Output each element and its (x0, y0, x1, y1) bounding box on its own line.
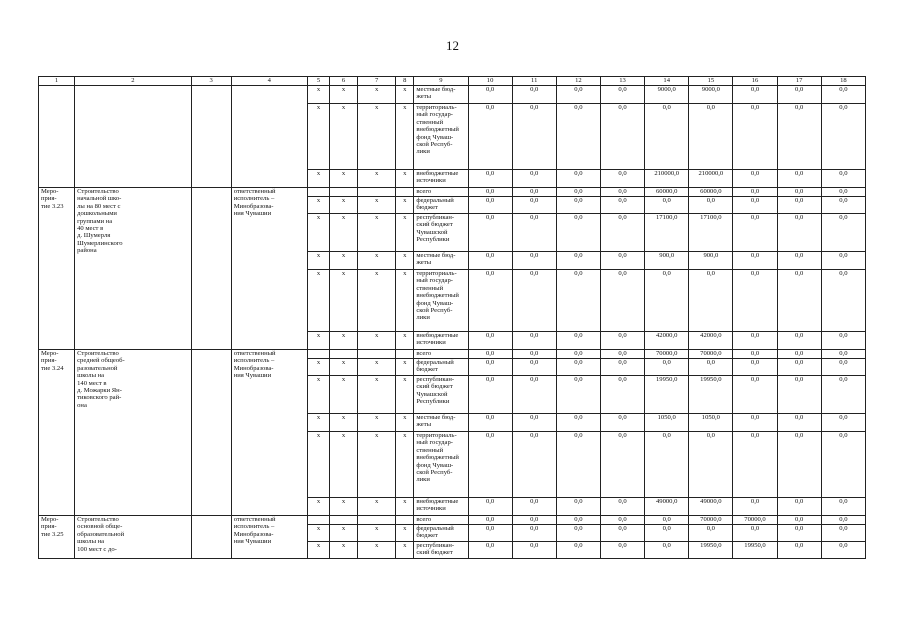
column-number: 15 (689, 77, 733, 86)
amount-cell: 0,0 (468, 170, 512, 188)
funding-source-cell: территориаль- ный государ- ственный внебюджетный фонд Чуваш- ской Респуб- лики (414, 270, 468, 332)
x-mark-cell: x (358, 498, 396, 516)
x-mark-cell: x (330, 432, 358, 498)
funding-source-cell: местные бюд- жеты (414, 414, 468, 432)
x-mark-cell (358, 516, 396, 525)
event-name-cell: Строительство основной обще- образовательной школы на 100 мест с до- (75, 516, 191, 559)
x-mark-cell: x (330, 376, 358, 414)
event-name-cell: Строительство начальной шко- лы на 80 мест с дошкольными группами на 40 мест в д. Шумерля Шумерлинского района (75, 188, 191, 350)
amount-cell: 0,0 (512, 104, 556, 170)
amount-cell: 0,0 (556, 350, 600, 359)
amount-cell: 0,0 (689, 197, 733, 214)
amount-cell: 0,0 (821, 498, 865, 516)
x-mark-cell: x (330, 525, 358, 542)
column-number: 1 (39, 77, 75, 86)
x-mark-cell: x (358, 359, 396, 376)
amount-cell: 0,0 (600, 350, 644, 359)
x-mark-cell (330, 188, 358, 197)
column-number: 5 (307, 77, 329, 86)
x-mark-cell: x (358, 104, 396, 170)
x-mark-cell: x (307, 252, 329, 270)
x-mark-cell (307, 516, 329, 525)
x-mark-cell: x (307, 498, 329, 516)
amount-cell: 0,0 (468, 332, 512, 350)
amount-cell: 0,0 (821, 516, 865, 525)
amount-cell: 0,0 (556, 188, 600, 197)
amount-cell: 900,0 (689, 252, 733, 270)
x-mark-cell: x (307, 525, 329, 542)
amount-cell: 0,0 (556, 104, 600, 170)
amount-cell: 0,0 (556, 86, 600, 104)
amount-cell: 0,0 (600, 376, 644, 414)
column-number: 13 (600, 77, 644, 86)
x-mark-cell: x (307, 104, 329, 170)
column-number: 12 (556, 77, 600, 86)
x-mark-cell: x (396, 414, 414, 432)
executor-cell: ответственный исполнитель – Минобразова- ния Чувашии (231, 350, 307, 516)
amount-cell: 0,0 (689, 525, 733, 542)
amount-cell: 0,0 (468, 86, 512, 104)
amount-cell: 0,0 (821, 104, 865, 170)
x-mark-cell: x (307, 197, 329, 214)
amount-cell: 0,0 (600, 170, 644, 188)
x-mark-cell: x (358, 542, 396, 559)
funding-source-cell: федеральный бюджет (414, 525, 468, 542)
x-mark-cell: x (396, 542, 414, 559)
amount-cell: 0,0 (468, 214, 512, 252)
amount-cell: 0,0 (512, 432, 556, 498)
amount-cell: 0,0 (600, 359, 644, 376)
amount-cell: 0,0 (689, 270, 733, 332)
x-mark-cell: x (358, 432, 396, 498)
amount-cell: 0,0 (556, 214, 600, 252)
amount-cell: 0,0 (821, 332, 865, 350)
amount-cell: 0,0 (512, 197, 556, 214)
column-number: 2 (75, 77, 191, 86)
funding-source-cell: федеральный бюджет (414, 197, 468, 214)
amount-cell: 0,0 (600, 197, 644, 214)
funding-source-cell: республикан- ский бюджет (414, 542, 468, 559)
x-mark-cell: x (396, 197, 414, 214)
amount-cell: 0,0 (556, 498, 600, 516)
funding-source-cell: внебюджетные источники (414, 498, 468, 516)
amount-cell: 0,0 (468, 542, 512, 559)
column-number: 11 (512, 77, 556, 86)
amount-cell: 0,0 (512, 516, 556, 525)
x-mark-cell: x (307, 170, 329, 188)
column-number-row (39, 77, 866, 86)
amount-cell: 0,0 (468, 188, 512, 197)
x-mark-cell: x (330, 359, 358, 376)
x-mark-cell: x (358, 252, 396, 270)
funding-source-cell: территориаль- ный государ- ственный внебюджетный фонд Чуваш- ской Респуб- лики (414, 432, 468, 498)
column-3-cell (191, 188, 231, 350)
amount-cell: 1050,0 (689, 414, 733, 432)
amount-cell: 0,0 (556, 270, 600, 332)
amount-cell: 0,0 (777, 350, 821, 359)
amount-cell: 19950,0 (733, 542, 777, 559)
amount-cell: 0,0 (468, 104, 512, 170)
amount-cell: 0,0 (777, 197, 821, 214)
amount-cell: 19950,0 (689, 376, 733, 414)
amount-cell: 0,0 (600, 516, 644, 525)
amount-cell: 0,0 (777, 252, 821, 270)
amount-cell: 210000,0 (645, 170, 689, 188)
amount-cell: 0,0 (777, 498, 821, 516)
amount-cell: 0,0 (777, 376, 821, 414)
amount-cell: 0,0 (733, 498, 777, 516)
x-mark-cell: x (396, 432, 414, 498)
amount-cell: 0,0 (733, 197, 777, 214)
amount-cell: 0,0 (556, 170, 600, 188)
x-mark-cell: x (330, 542, 358, 559)
amount-cell: 0,0 (468, 270, 512, 332)
x-mark-cell (396, 350, 414, 359)
funding-source-cell: внебюджетные источники (414, 170, 468, 188)
amount-cell: 0,0 (468, 498, 512, 516)
x-mark-cell: x (358, 214, 396, 252)
amount-cell: 0,0 (777, 170, 821, 188)
amount-cell: 0,0 (600, 542, 644, 559)
x-mark-cell (307, 188, 329, 197)
amount-cell: 42000,0 (689, 332, 733, 350)
x-mark-cell: x (307, 86, 329, 104)
amount-cell: 0,0 (468, 525, 512, 542)
x-mark-cell: x (396, 170, 414, 188)
amount-cell: 0,0 (777, 214, 821, 252)
x-mark-cell: x (307, 376, 329, 414)
amount-cell: 0,0 (556, 252, 600, 270)
amount-cell: 0,0 (733, 432, 777, 498)
amount-cell: 0,0 (512, 332, 556, 350)
column-number: 6 (330, 77, 358, 86)
x-mark-cell: x (307, 432, 329, 498)
amount-cell: 0,0 (600, 252, 644, 270)
x-mark-cell (396, 516, 414, 525)
x-mark-cell: x (396, 498, 414, 516)
x-mark-cell (330, 350, 358, 359)
amount-cell: 60000,0 (689, 188, 733, 197)
amount-cell: 0,0 (512, 188, 556, 197)
x-mark-cell: x (396, 86, 414, 104)
funding-source-cell: местные бюд- жеты (414, 252, 468, 270)
amount-cell: 0,0 (821, 197, 865, 214)
amount-cell: 9000,0 (689, 86, 733, 104)
amount-cell: 0,0 (512, 376, 556, 414)
x-mark-cell: x (358, 525, 396, 542)
amount-cell: 9000,0 (645, 86, 689, 104)
column-number: 3 (191, 77, 231, 86)
code-cell (39, 86, 75, 188)
column-number: 18 (821, 77, 865, 86)
amount-cell: 0,0 (821, 432, 865, 498)
funding-source-cell: всего (414, 350, 468, 359)
amount-cell: 0,0 (821, 188, 865, 197)
amount-cell: 0,0 (777, 104, 821, 170)
amount-cell: 0,0 (512, 350, 556, 359)
event-code-cell: Меро- прия- тие 3.23 (39, 188, 75, 350)
x-mark-cell: x (330, 252, 358, 270)
amount-cell: 0,0 (733, 252, 777, 270)
amount-cell: 0,0 (556, 332, 600, 350)
x-mark-cell: x (307, 270, 329, 332)
amount-cell: 0,0 (512, 252, 556, 270)
amount-cell: 0,0 (645, 359, 689, 376)
funding-source-cell: территориаль- ный государ- ственный внебюджетный фонд Чуваш- ской Респуб- лики (414, 104, 468, 170)
amount-cell: 0,0 (777, 414, 821, 432)
amount-cell: 0,0 (777, 525, 821, 542)
name-cell (75, 86, 191, 188)
x-mark-cell: x (307, 332, 329, 350)
amount-cell: 0,0 (600, 432, 644, 498)
column-3-cell (191, 350, 231, 516)
table-row (39, 188, 866, 197)
column-number: 7 (358, 77, 396, 86)
amount-cell: 19950,0 (689, 542, 733, 559)
amount-cell: 70000,0 (689, 516, 733, 525)
amount-cell: 0,0 (821, 542, 865, 559)
amount-cell: 0,0 (733, 332, 777, 350)
amount-cell: 0,0 (777, 516, 821, 525)
amount-cell: 70000,0 (733, 516, 777, 525)
amount-cell: 0,0 (645, 516, 689, 525)
column-number: 4 (231, 77, 307, 86)
event-code-cell: Меро- прия- тие 3.24 (39, 350, 75, 516)
amount-cell: 60000,0 (645, 188, 689, 197)
amount-cell: 0,0 (600, 188, 644, 197)
amount-cell: 0,0 (689, 432, 733, 498)
x-mark-cell: x (330, 270, 358, 332)
amount-cell: 0,0 (645, 542, 689, 559)
amount-cell: 0,0 (645, 270, 689, 332)
amount-cell: 17100,0 (645, 214, 689, 252)
amount-cell: 0,0 (733, 188, 777, 197)
amount-cell: 0,0 (468, 350, 512, 359)
table-row (39, 516, 866, 525)
amount-cell: 49000,0 (645, 498, 689, 516)
amount-cell: 0,0 (468, 197, 512, 214)
amount-cell: 0,0 (512, 86, 556, 104)
x-mark-cell (358, 188, 396, 197)
column-3-cell (191, 516, 231, 559)
amount-cell: 0,0 (600, 104, 644, 170)
x-mark-cell (358, 350, 396, 359)
page-number: 12 (446, 38, 459, 53)
funding-source-cell: федеральный бюджет (414, 359, 468, 376)
amount-cell: 0,0 (733, 376, 777, 414)
amount-cell: 0,0 (777, 332, 821, 350)
x-mark-cell: x (330, 414, 358, 432)
amount-cell: 0,0 (777, 542, 821, 559)
amount-cell: 0,0 (556, 359, 600, 376)
amount-cell: 0,0 (512, 525, 556, 542)
column-number: 17 (777, 77, 821, 86)
amount-cell: 42000,0 (645, 332, 689, 350)
x-mark-cell: x (396, 376, 414, 414)
amount-cell: 0,0 (645, 197, 689, 214)
column-number: 16 (733, 77, 777, 86)
amount-cell: 0,0 (600, 498, 644, 516)
amount-cell: 0,0 (556, 197, 600, 214)
amount-cell: 0,0 (600, 332, 644, 350)
amount-cell: 0,0 (645, 432, 689, 498)
table-row (39, 86, 866, 104)
amount-cell: 0,0 (468, 376, 512, 414)
amount-cell: 0,0 (733, 414, 777, 432)
funding-source-cell: всего (414, 516, 468, 525)
event-code-cell: Меро- прия- тие 3.25 (39, 516, 75, 559)
amount-cell: 0,0 (733, 170, 777, 188)
x-mark-cell: x (307, 542, 329, 559)
x-mark-cell: x (358, 332, 396, 350)
amount-cell: 0,0 (512, 170, 556, 188)
amount-cell: 0,0 (556, 525, 600, 542)
amount-cell: 19950,0 (645, 376, 689, 414)
funding-source-cell: внебюджетные источники (414, 332, 468, 350)
amount-cell: 0,0 (777, 188, 821, 197)
amount-cell: 0,0 (468, 252, 512, 270)
amount-cell: 0,0 (777, 359, 821, 376)
x-mark-cell: x (396, 525, 414, 542)
amount-cell: 0,0 (821, 270, 865, 332)
x-mark-cell: x (330, 197, 358, 214)
event-name-cell: Строительство средней общеоб- разовательной школы на 140 мест в д. Можарки Ян- тиковского рай- она (75, 350, 191, 516)
x-mark-cell: x (330, 170, 358, 188)
amount-cell: 0,0 (645, 104, 689, 170)
column-number: 10 (468, 77, 512, 86)
x-mark-cell: x (396, 270, 414, 332)
amount-cell: 0,0 (600, 270, 644, 332)
x-mark-cell: x (396, 332, 414, 350)
amount-cell: 0,0 (645, 525, 689, 542)
amount-cell: 0,0 (468, 414, 512, 432)
amount-cell: 0,0 (689, 359, 733, 376)
amount-cell: 0,0 (512, 270, 556, 332)
funding-source-cell: республикан- ский бюджет Чувашской Республики (414, 214, 468, 252)
funding-source-cell: местные бюд- жеты (414, 86, 468, 104)
amount-cell: 0,0 (733, 86, 777, 104)
table-row (39, 350, 866, 359)
amount-cell: 0,0 (733, 104, 777, 170)
amount-cell: 0,0 (821, 170, 865, 188)
amount-cell: 0,0 (512, 498, 556, 516)
amount-cell: 900,0 (645, 252, 689, 270)
x-mark-cell: x (358, 376, 396, 414)
amount-cell: 0,0 (600, 86, 644, 104)
x-mark-cell: x (358, 86, 396, 104)
amount-cell: 0,0 (733, 525, 777, 542)
funding-source-cell: всего (414, 188, 468, 197)
x-mark-cell (330, 516, 358, 525)
amount-cell: 0,0 (733, 350, 777, 359)
amount-cell: 0,0 (600, 414, 644, 432)
amount-cell: 0,0 (821, 525, 865, 542)
amount-cell: 0,0 (821, 414, 865, 432)
x-mark-cell: x (358, 197, 396, 214)
amount-cell: 0,0 (821, 376, 865, 414)
amount-cell: 0,0 (600, 525, 644, 542)
amount-cell: 0,0 (733, 270, 777, 332)
x-mark-cell: x (330, 498, 358, 516)
x-mark-cell: x (330, 332, 358, 350)
amount-cell: 0,0 (556, 542, 600, 559)
amount-cell: 0,0 (733, 214, 777, 252)
amount-cell: 0,0 (556, 414, 600, 432)
x-mark-cell: x (396, 104, 414, 170)
x-mark-cell: x (396, 214, 414, 252)
amount-cell: 49000,0 (689, 498, 733, 516)
x-mark-cell: x (396, 359, 414, 376)
amount-cell: 0,0 (512, 542, 556, 559)
amount-cell: 0,0 (821, 359, 865, 376)
amount-cell: 0,0 (468, 359, 512, 376)
amount-cell: 0,0 (512, 214, 556, 252)
amount-cell: 0,0 (600, 214, 644, 252)
amount-cell: 0,0 (777, 86, 821, 104)
executor-cell: ответственный исполнитель – Минобразова- ния Чувашии (231, 188, 307, 350)
amount-cell: 0,0 (512, 359, 556, 376)
x-mark-cell: x (330, 86, 358, 104)
amount-cell: 0,0 (821, 252, 865, 270)
x-mark-cell: x (307, 359, 329, 376)
x-mark-cell (396, 188, 414, 197)
funding-source-cell: республикан- ский бюджет Чувашской Республики (414, 376, 468, 414)
amount-cell: 0,0 (733, 359, 777, 376)
x-mark-cell (307, 350, 329, 359)
amount-cell: 0,0 (821, 350, 865, 359)
x-mark-cell: x (358, 414, 396, 432)
executor-cell: ответственный исполнитель – Минобразова- ния Чувашии (231, 516, 307, 559)
x-mark-cell: x (307, 414, 329, 432)
amount-cell: 0,0 (468, 516, 512, 525)
amount-cell: 1050,0 (645, 414, 689, 432)
amount-cell: 0,0 (689, 104, 733, 170)
column-number: 9 (414, 77, 468, 86)
x-mark-cell: x (307, 214, 329, 252)
x-mark-cell: x (358, 270, 396, 332)
amount-cell: 0,0 (777, 432, 821, 498)
amount-cell: 0,0 (821, 86, 865, 104)
x-mark-cell: x (330, 104, 358, 170)
amount-cell: 0,0 (512, 414, 556, 432)
amount-cell: 0,0 (556, 516, 600, 525)
amount-cell: 0,0 (468, 432, 512, 498)
executor-cell (231, 86, 307, 188)
x-mark-cell: x (358, 170, 396, 188)
column-3-cell (191, 86, 231, 188)
amount-cell: 0,0 (556, 432, 600, 498)
column-number: 14 (645, 77, 689, 86)
x-mark-cell: x (330, 214, 358, 252)
amount-cell: 210000,0 (689, 170, 733, 188)
amount-cell: 17100,0 (689, 214, 733, 252)
amount-cell: 70000,0 (645, 350, 689, 359)
x-mark-cell: x (396, 252, 414, 270)
amount-cell: 0,0 (777, 270, 821, 332)
amount-cell: 0,0 (821, 214, 865, 252)
budget-table (38, 76, 866, 559)
column-number: 8 (396, 77, 414, 86)
amount-cell: 0,0 (556, 376, 600, 414)
amount-cell: 70000,0 (689, 350, 733, 359)
